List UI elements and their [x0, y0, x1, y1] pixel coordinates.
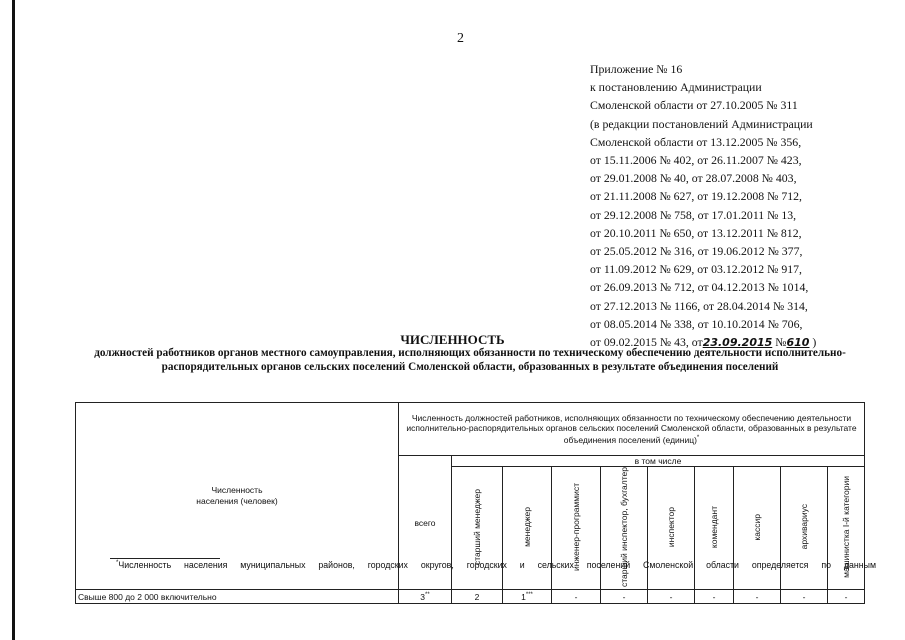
appendix-line: Приложение № 16 — [590, 62, 683, 76]
group-header: Численность должностей работников, исполняющих обязанности по техническому обеспечению деятельности исполнительно-распорядительных органов сельских поселений Смоленской области, образованных в результате объединения поселений (единиц)* — [399, 403, 865, 456]
value-cell: - — [734, 590, 781, 604]
position-header: архивариус — [781, 467, 828, 590]
appendix-block — [590, 60, 816, 352]
value-cell: - — [552, 590, 601, 604]
staffing-table — [75, 402, 865, 604]
footnote — [116, 560, 876, 570]
appendix-line: от 26.09.2013 № 712, от 04.12.2013 № 1014, — [590, 280, 809, 295]
footnote-text: Численность населения муниципальных районов, городских округов, городских и сельских поселений Смоленской области определяется по данным — [118, 560, 876, 570]
value-cell: - — [828, 590, 865, 604]
total-header: всего — [399, 456, 452, 590]
number-sign: № — [775, 335, 787, 350]
closing-paren: ) — [812, 335, 817, 350]
footnote-mark: * — [116, 560, 119, 567]
appendix-line: Смоленской области от 13.12.2005 № 356, — [590, 134, 802, 149]
position-header: инспектор — [648, 467, 695, 590]
appendix-line: от 20.10.2011 № 650, от 13.12.2011 № 812, — [590, 225, 802, 240]
position-header: комендант — [695, 467, 734, 590]
appendix-line: от 15.11.2006 № 402, от 26.11.2007 № 423, — [590, 153, 802, 168]
including-header: в том числе — [452, 456, 865, 467]
appendix-line: Смоленской области от 27.10.2005 № 311 — [590, 98, 798, 113]
value-cell: 1*** — [503, 590, 552, 604]
position-header: инженер-программист — [552, 467, 601, 590]
appendix-line: от 25.05.2012 № 316, от 19.06.2012 № 377, — [590, 244, 803, 259]
value-cell: - — [781, 590, 828, 604]
position-header: менеджер — [503, 467, 552, 590]
table-row — [76, 590, 865, 604]
appendix-line: к постановлению Администрации — [590, 80, 762, 95]
position-header: старший менеджер — [452, 467, 503, 590]
appendix-line: от 11.09.2012 № 629, от 03.12.2012 № 917, — [590, 262, 802, 277]
position-header: машинистка I-й категории — [828, 467, 865, 590]
appendix-line: от 08.05.2014 № 338, от 10.10.2014 № 706, — [590, 316, 803, 331]
position-header: старший инспектор, бухгалтер — [601, 467, 648, 590]
appendix-line: от 27.12.2013 № 1166, от 28.04.2014 № 314, — [590, 298, 808, 313]
appendix-line: от 29.01.2008 № 40, от 28.07.2008 № 403, — [590, 171, 797, 186]
population-range: Свыше 800 до 2 000 включительно — [76, 590, 399, 604]
scan-border — [12, 0, 15, 640]
footnote-divider — [110, 558, 220, 559]
total-cell: 3** — [399, 590, 452, 604]
appendix-line: от 21.11.2008 № 627, от 19.12.2008 № 712, — [590, 189, 802, 204]
handwritten-number: 610 — [786, 336, 810, 350]
value-cell: - — [695, 590, 734, 604]
page-number: 2 — [457, 31, 464, 46]
appendix-line-prefix: от 09.02.2015 № 43, от — [590, 335, 703, 350]
table-header-row — [76, 403, 865, 456]
handwritten-date: 23.09.2015 — [702, 336, 773, 350]
position-header: кассир — [734, 467, 781, 590]
value-cell: - — [601, 590, 648, 604]
document-title: ЧИСЛЕННОСТЬ — [400, 332, 505, 347]
population-header: Численность населения (человек) — [76, 403, 399, 590]
appendix-line: от 29.12.2008 № 758, от 17.01.2011 № 13, — [590, 207, 797, 222]
appendix-line: (в редакции постановлений Администрации — [590, 116, 813, 131]
document-subtitle: должностей работников органов местного самоуправления, исполняющих обязанности по техническому обеспечению деятельности исполнительно-распорядительных органов сельских поселений Смоленской области, образованных в результате объединения поселений — [94, 347, 846, 373]
value-cell: - — [648, 590, 695, 604]
value-cell: 2 — [452, 590, 503, 604]
